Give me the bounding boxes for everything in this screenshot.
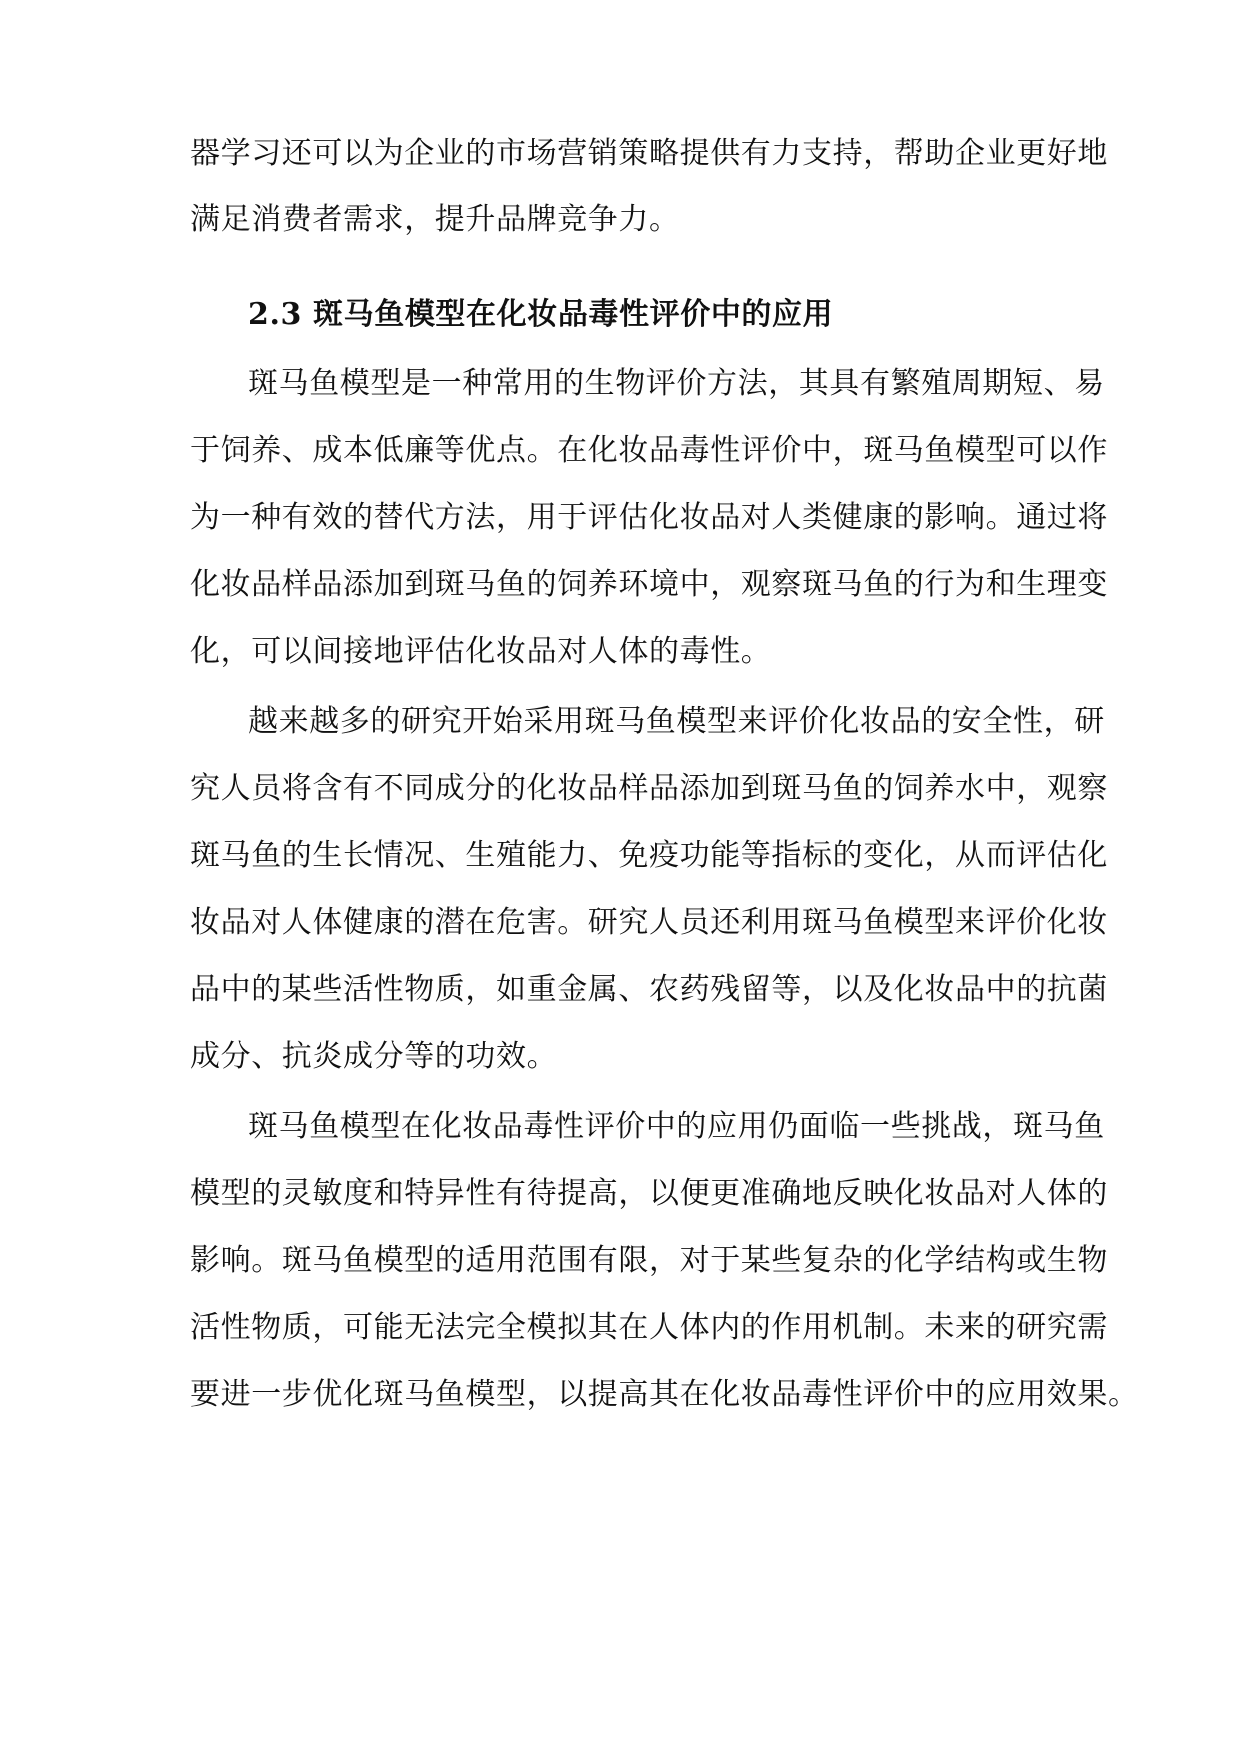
paragraph3-line-4: 活性物质，可能无法完全模拟其在人体内的作用机制。未来的研究需 <box>190 1310 1108 1345</box>
paragraph2-line-2: 究人员将含有不同成分的化妆品样品添加到斑马鱼的饲养水中，观察 <box>190 771 1108 806</box>
paragraph3-line-2: 模型的灵敏度和特异性有待提高，以便更准确地反映化妆品对人体的 <box>190 1176 1108 1211</box>
paragraph2-line-3: 斑马鱼的生长情况、生殖能力、免疫功能等指标的变化，从而评估化 <box>190 838 1108 873</box>
intro-line-1: 器学习还可以为企业的市场营销策略提供有力支持，帮助企业更好地 <box>190 136 1108 171</box>
paragraph3-line-1: 斑马鱼模型在化妆品毒性评价中的应用仍面临一些挑战，斑马鱼 <box>248 1109 1105 1144</box>
paragraph1-line-2: 于饲养、成本低廉等优点。在化妆品毒性评价中，斑马鱼模型可以作 <box>190 433 1108 468</box>
intro-line-2: 满足消费者需求，提升品牌竞争力。 <box>190 202 680 237</box>
paragraph1-line-1: 斑马鱼模型是一种常用的生物评价方法，其具有繁殖周期短、易 <box>248 366 1105 401</box>
section-heading: 2.3 斑马鱼模型在化妆品毒性评价中的应用 <box>248 297 834 332</box>
paragraph2-line-4: 妆品对人体健康的潜在危害。研究人员还利用斑马鱼模型来评价化妆 <box>190 905 1108 940</box>
paragraph2-line-6: 成分、抗炎成分等的功效。 <box>190 1039 558 1074</box>
paragraph1-line-4: 化妆品样品添加到斑马鱼的饲养环境中，观察斑马鱼的行为和生理变 <box>190 567 1108 602</box>
paragraph3-line-3: 影响。斑马鱼模型的适用范围有限，对于某些复杂的化学结构或生物 <box>190 1243 1108 1278</box>
paragraph2-line-5: 品中的某些活性物质，如重金属、农药残留等，以及化妆品中的抗菌 <box>190 972 1108 1007</box>
paragraph1-line-3: 为一种有效的替代方法，用于评估化妆品对人类健康的影响。通过将 <box>190 500 1108 535</box>
paragraph1-line-5: 化，可以间接地评估化妆品对人体的毒性。 <box>190 634 772 669</box>
paragraph2-line-1: 越来越多的研究开始采用斑马鱼模型来评价化妆品的安全性，研 <box>248 704 1105 739</box>
paragraph3-line-5: 要进一步优化斑马鱼模型，以提高其在化妆品毒性评价中的应用效果。 <box>190 1377 1139 1412</box>
